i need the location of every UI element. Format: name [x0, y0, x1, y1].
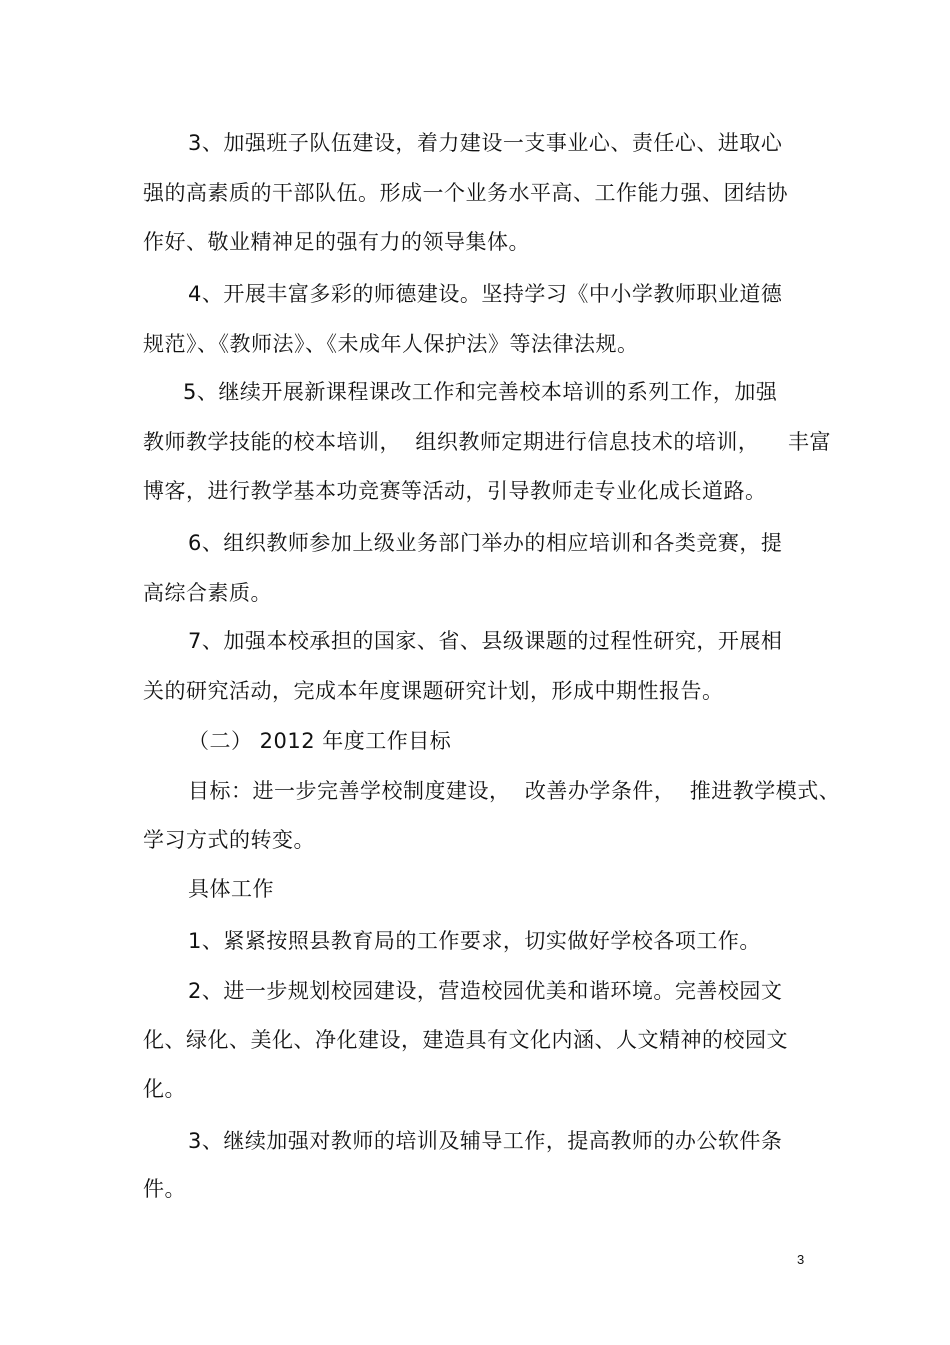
- paragraph-line: 规范》、《教师法》、《未成年人保护法》等法律法规。: [143, 332, 639, 356]
- paragraph-line: 1、紧紧按照县教育局的工作要求，切实做好学校各项工作。: [188, 929, 761, 953]
- paragraph-line: 3、继续加强对教师的培训及辅导工作，提高教师的办公软件条: [188, 1129, 783, 1153]
- paragraph-line: 教师教学技能的校本培训， 组织教师定期进行信息技术的培训， 丰富: [143, 430, 832, 454]
- paragraph-line: 3、加强班子队伍建设，着力建设一支事业心、责任心、进取心: [188, 131, 783, 155]
- paragraph-line: 目标：进一步完善学校制度建设， 改善办学条件， 推进教学模式、: [188, 779, 841, 803]
- paragraph-line: 作好、敬业精神足的强有力的领导集体。: [143, 230, 530, 254]
- paragraph-line: 化。: [143, 1077, 186, 1101]
- subheading: 具体工作: [188, 877, 274, 901]
- paragraph-line: 学习方式的转变。: [143, 828, 315, 852]
- paragraph-line: 7、加强本校承担的国家、省、县级课题的过程性研究，开展相: [188, 629, 783, 653]
- paragraph-line: 6、组织教师参加上级业务部门举办的相应培训和各类竞赛，提: [188, 531, 783, 555]
- paragraph-line: 化、绿化、美化、净化建设，建造具有文化内涵、人文精神的校园文: [143, 1028, 788, 1052]
- paragraph-line: 件。: [143, 1177, 186, 1201]
- paragraph-line: 2、进一步规划校园建设，营造校园优美和谐环境。完善校园文: [188, 979, 783, 1003]
- paragraph-line: 强的高素质的干部队伍。形成一个业务水平高、工作能力强、团结协: [143, 181, 788, 205]
- paragraph-line: 5、继续开展新课程课改工作和完善校本培训的系列工作，加强: [183, 380, 778, 404]
- paragraph-line: 博客，进行教学基本功竞赛等活动，引导教师走专业化成长道路。: [143, 479, 767, 503]
- page-number: 3: [797, 1252, 805, 1267]
- paragraph-line: 关的研究活动，完成本年度课题研究计划，形成中期性报告。: [143, 679, 724, 703]
- paragraph-line: 4、开展丰富多彩的师德建设。坚持学习《中小学教师职业道德: [188, 282, 783, 306]
- section-heading: （二） 2012 年度工作目标: [188, 729, 452, 753]
- paragraph-line: 高综合素质。: [143, 581, 272, 605]
